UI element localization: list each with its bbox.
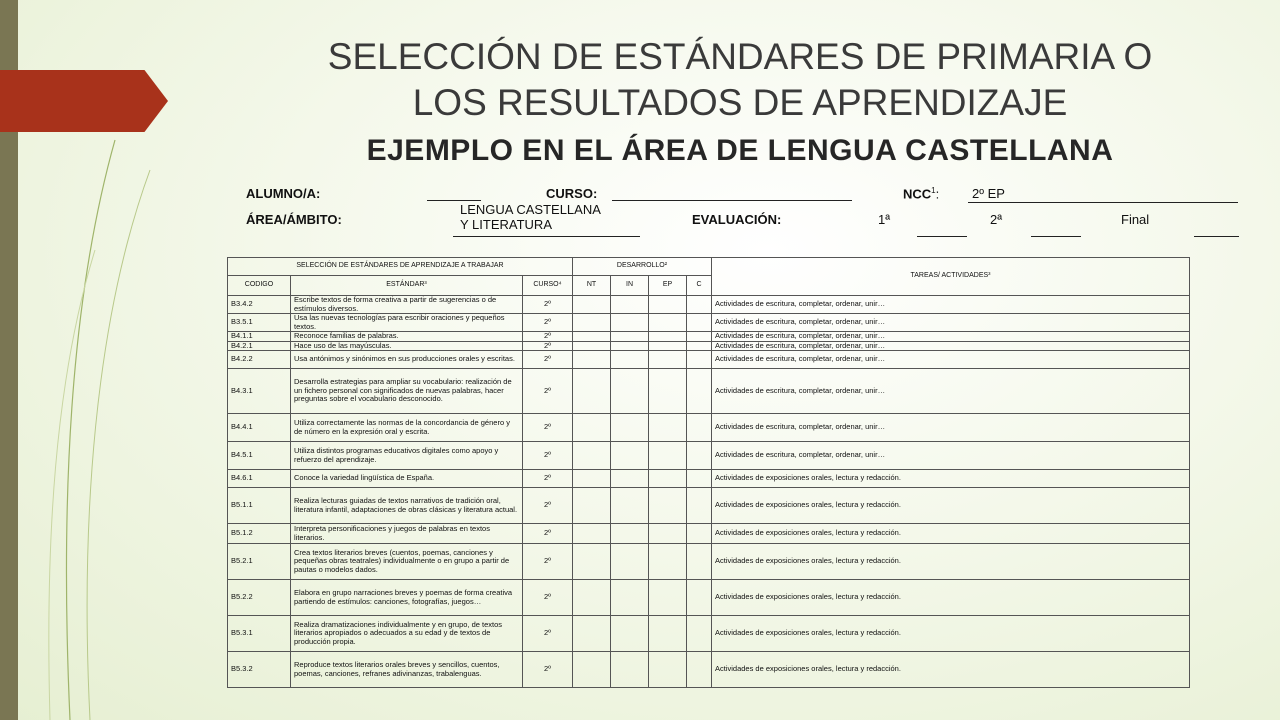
cell-nt[interactable] <box>573 616 611 652</box>
cell-in[interactable] <box>611 314 649 332</box>
cell-c[interactable] <box>687 332 712 342</box>
row-code: B4.3.1 <box>228 369 291 414</box>
cell-ep[interactable] <box>649 296 687 314</box>
row-curso: 2º <box>523 351 573 369</box>
curso-label: CURSO: <box>546 186 598 201</box>
cell-nt[interactable] <box>573 369 611 414</box>
cell-ep[interactable] <box>649 414 687 442</box>
cell-nt[interactable] <box>573 341 611 351</box>
cell-c[interactable] <box>687 470 712 488</box>
eval-option-2: 2ª <box>990 212 1003 227</box>
row-curso: 2º <box>523 580 573 616</box>
table-row <box>228 524 1190 544</box>
table-row <box>228 296 1190 314</box>
row-code: B3.5.1 <box>228 314 291 332</box>
cell-in[interactable] <box>611 580 649 616</box>
cell-c[interactable] <box>687 369 712 414</box>
table-row <box>228 488 1190 524</box>
eval-option-1: 1ª <box>878 212 891 227</box>
area-value-line-2: Y LITERATURA <box>460 217 552 232</box>
row-standard: Utiliza distintos programas educativos digitales como apoyo y refuerzo del aprendizaje. <box>291 442 523 470</box>
cell-ep[interactable] <box>649 442 687 470</box>
ncc-colon: : <box>935 186 940 202</box>
row-task: Actividades de exposiciones orales, lectura y redacción. <box>712 470 1190 488</box>
cell-in[interactable] <box>611 544 649 580</box>
row-task: Actividades de exposiciones orales, lectura y redacción. <box>712 524 1190 544</box>
cell-nt[interactable] <box>573 414 611 442</box>
cell-c[interactable] <box>687 544 712 580</box>
cell-ep[interactable] <box>649 341 687 351</box>
row-code: B4.1.1 <box>228 332 291 342</box>
cell-ep[interactable] <box>649 616 687 652</box>
eval-line-final[interactable] <box>1194 236 1239 237</box>
row-curso: 2º <box>523 332 573 342</box>
cell-c[interactable] <box>687 414 712 442</box>
row-task: Actividades de escritura, completar, ordenar, unir… <box>712 414 1190 442</box>
row-standard: Desarrolla estrategias para ampliar su vocabulario: realización de un fichero personal con significados de nuevas palabras, hacer preguntas sobre el vocabulario desconocido. <box>291 369 523 414</box>
row-curso: 2º <box>523 616 573 652</box>
desarrollo-header: DESARROLLO² <box>573 258 712 276</box>
cell-c[interactable] <box>687 488 712 524</box>
eval-line-1[interactable] <box>917 236 967 237</box>
row-standard: Interpreta personificaciones y juegos de palabras en textos literarios. <box>291 524 523 544</box>
eval-option-final: Final <box>1121 212 1150 227</box>
cell-in[interactable] <box>611 414 649 442</box>
row-curso: 2º <box>523 341 573 351</box>
col-curso: CURSO⁴ <box>523 276 573 296</box>
row-curso: 2º <box>523 544 573 580</box>
alumno-line <box>427 200 481 201</box>
table-row <box>228 470 1190 488</box>
row-task: Actividades de exposiciones orales, lectura y redacción. <box>712 488 1190 524</box>
row-standard: Reconoce familias de palabras. <box>291 332 523 342</box>
cell-in[interactable] <box>611 652 649 688</box>
row-task: Actividades de escritura, completar, ordenar, unir… <box>712 296 1190 314</box>
row-code: B3.4.2 <box>228 296 291 314</box>
row-curso: 2º <box>523 296 573 314</box>
cell-nt[interactable] <box>573 332 611 342</box>
row-task: Actividades de escritura, completar, ordenar, unir… <box>712 314 1190 332</box>
cell-in[interactable] <box>611 369 649 414</box>
cell-nt[interactable] <box>573 314 611 332</box>
arrow-tab-accent <box>0 70 168 132</box>
row-code: B5.1.1 <box>228 488 291 524</box>
ncc-label-text: NCC <box>903 186 932 202</box>
cell-nt[interactable] <box>573 470 611 488</box>
slide-title <box>200 34 1280 126</box>
cell-nt[interactable] <box>573 652 611 688</box>
cell-in[interactable] <box>611 296 649 314</box>
row-code: B4.6.1 <box>228 470 291 488</box>
table-row <box>228 442 1190 470</box>
cell-c[interactable] <box>687 580 712 616</box>
row-curso: 2º <box>523 442 573 470</box>
row-code: B5.3.2 <box>228 652 291 688</box>
cell-ep[interactable] <box>649 580 687 616</box>
title-line-2: LOS RESULTADOS DE APRENDIZAJE <box>412 82 1068 123</box>
row-curso: 2º <box>523 414 573 442</box>
row-code: B4.2.2 <box>228 351 291 369</box>
row-code: B5.2.1 <box>228 544 291 580</box>
row-curso: 2º <box>523 369 573 414</box>
row-code: B4.4.1 <box>228 414 291 442</box>
cell-ep[interactable] <box>649 470 687 488</box>
standards-table-wrap <box>227 257 1190 688</box>
row-standard: Crea textos literarios breves (cuentos, poemas, canciones y pequeñas obras teatrales) individualmente o en grupo a partir de pautas o modelos dados. <box>291 544 523 580</box>
cell-nt[interactable] <box>573 524 611 544</box>
cell-c[interactable] <box>687 524 712 544</box>
ncc-label <box>903 186 939 201</box>
row-task: Actividades de escritura, completar, ordenar, unir… <box>712 351 1190 369</box>
row-code: B5.1.2 <box>228 524 291 544</box>
row-curso: 2º <box>523 470 573 488</box>
row-task: Actividades de escritura, completar, ordenar, unir… <box>712 332 1190 342</box>
cell-ep[interactable] <box>649 369 687 414</box>
row-standard: Realiza dramatizaciones individualmente y en grupo, de textos literarios apropiados o adecuados a su edad y de textos de producción propia. <box>291 616 523 652</box>
table-row <box>228 341 1190 351</box>
cell-c[interactable] <box>687 296 712 314</box>
row-curso: 2º <box>523 314 573 332</box>
area-label: ÁREA/ÁMBITO: <box>246 212 342 227</box>
row-task: Actividades de exposiciones orales, lectura y redacción. <box>712 580 1190 616</box>
evaluacion-label: EVALUACIÓN: <box>692 212 782 227</box>
area-value <box>460 202 601 232</box>
cell-c[interactable] <box>687 652 712 688</box>
row-curso: 2º <box>523 488 573 524</box>
cell-c[interactable] <box>687 314 712 332</box>
row-standard: Realiza lecturas guiadas de textos narrativos de tradición oral, literatura infantil, adaptaciones de obras clásicas y literatura actual. <box>291 488 523 524</box>
cell-in[interactable] <box>611 341 649 351</box>
cell-ep[interactable] <box>649 314 687 332</box>
standards-table <box>227 257 1190 688</box>
row-task: Actividades de escritura, completar, ordenar, unir… <box>712 369 1190 414</box>
tareas-header: TAREAS/ ACTIVIDADES³ <box>712 258 1190 296</box>
alumno-label: ALUMNO/A: <box>246 186 321 201</box>
cell-in[interactable] <box>611 332 649 342</box>
col-ep: EP <box>649 276 687 296</box>
cell-nt[interactable] <box>573 544 611 580</box>
row-code: B5.2.2 <box>228 580 291 616</box>
cell-in[interactable] <box>611 524 649 544</box>
area-value-line-1: LENGUA CASTELLANA <box>460 202 601 217</box>
cell-c[interactable] <box>687 616 712 652</box>
row-curso: 2º <box>523 524 573 544</box>
table-row <box>228 314 1190 332</box>
cell-in[interactable] <box>611 351 649 369</box>
table-row <box>228 332 1190 342</box>
row-standard: Elabora en grupo narraciones breves y poemas de forma creativa partiendo de estímulos: canciones, fotografías, juegos… <box>291 580 523 616</box>
row-standard: Usa antónimos y sinónimos en sus producciones orales y escritas. <box>291 351 523 369</box>
cell-c[interactable] <box>687 442 712 470</box>
cell-ep[interactable] <box>649 524 687 544</box>
area-line <box>453 236 640 237</box>
cell-ep[interactable] <box>649 351 687 369</box>
row-code: B4.2.1 <box>228 341 291 351</box>
row-standard: Utiliza correctamente las normas de la concordancia de género y de número en la expresión oral y escrita. <box>291 414 523 442</box>
table-row <box>228 580 1190 616</box>
row-task: Actividades de escritura, completar, ordenar, unir… <box>712 341 1190 351</box>
col-c: C <box>687 276 712 296</box>
row-task: Actividades de exposiciones orales, lectura y redacción. <box>712 652 1190 688</box>
ncc-line <box>968 202 1238 203</box>
row-standard: Hace uso de las mayúsculas. <box>291 341 523 351</box>
cell-in[interactable] <box>611 488 649 524</box>
cell-nt[interactable] <box>573 488 611 524</box>
table-row <box>228 369 1190 414</box>
cell-in[interactable] <box>611 470 649 488</box>
group-header: SELECCIÓN DE ESTÁNDARES DE APRENDIZAJE A TRABAJAR <box>228 258 573 276</box>
row-task: Actividades de exposiciones orales, lectura y redacción. <box>712 544 1190 580</box>
cell-in[interactable] <box>611 616 649 652</box>
table-row <box>228 652 1190 688</box>
col-nt: NT <box>573 276 611 296</box>
row-curso: 2º <box>523 652 573 688</box>
row-standard: Usa las nuevas tecnologías para escribir oraciones y pequeños textos. <box>291 314 523 332</box>
row-code: B5.3.1 <box>228 616 291 652</box>
row-standard: Reproduce textos literarios orales breves y sencillos, cuentos, poemas, canciones, refranes adivinanzas, trabalenguas. <box>291 652 523 688</box>
cell-c[interactable] <box>687 351 712 369</box>
row-code: B4.5.1 <box>228 442 291 470</box>
title-line-1: SELECCIÓN DE ESTÁNDARES DE PRIMARIA O <box>327 36 1153 77</box>
ncc-sup: 1 <box>931 186 936 195</box>
table-row <box>228 414 1190 442</box>
col-estandar: ESTÁNDAR³ <box>291 276 523 296</box>
cell-ep[interactable] <box>649 544 687 580</box>
row-task: Actividades de exposiciones orales, lectura y redacción. <box>712 616 1190 652</box>
cell-in[interactable] <box>611 442 649 470</box>
cell-nt[interactable] <box>573 580 611 616</box>
ncc-value: 2º EP <box>972 186 1005 201</box>
cell-ep[interactable] <box>649 488 687 524</box>
cell-nt[interactable] <box>573 442 611 470</box>
curso-line <box>612 200 852 201</box>
col-codigo: CODIGO <box>228 276 291 296</box>
cell-nt[interactable] <box>573 351 611 369</box>
eval-line-2[interactable] <box>1031 236 1081 237</box>
col-in: IN <box>611 276 649 296</box>
table-row <box>228 616 1190 652</box>
table-row <box>228 351 1190 369</box>
row-task: Actividades de escritura, completar, ordenar, unir… <box>712 442 1190 470</box>
cell-ep[interactable] <box>649 652 687 688</box>
table-row <box>228 544 1190 580</box>
slide-subtitle: EJEMPLO EN EL ÁREA DE LENGUA CASTELLANA <box>366 134 1114 167</box>
cell-nt[interactable] <box>573 296 611 314</box>
cell-c[interactable] <box>687 341 712 351</box>
row-standard: Escribe textos de forma creativa a partir de sugerencias o de estímulos diversos. <box>291 296 523 314</box>
row-standard: Conoce la variedad lingüística de España. <box>291 470 523 488</box>
cell-ep[interactable] <box>649 332 687 342</box>
